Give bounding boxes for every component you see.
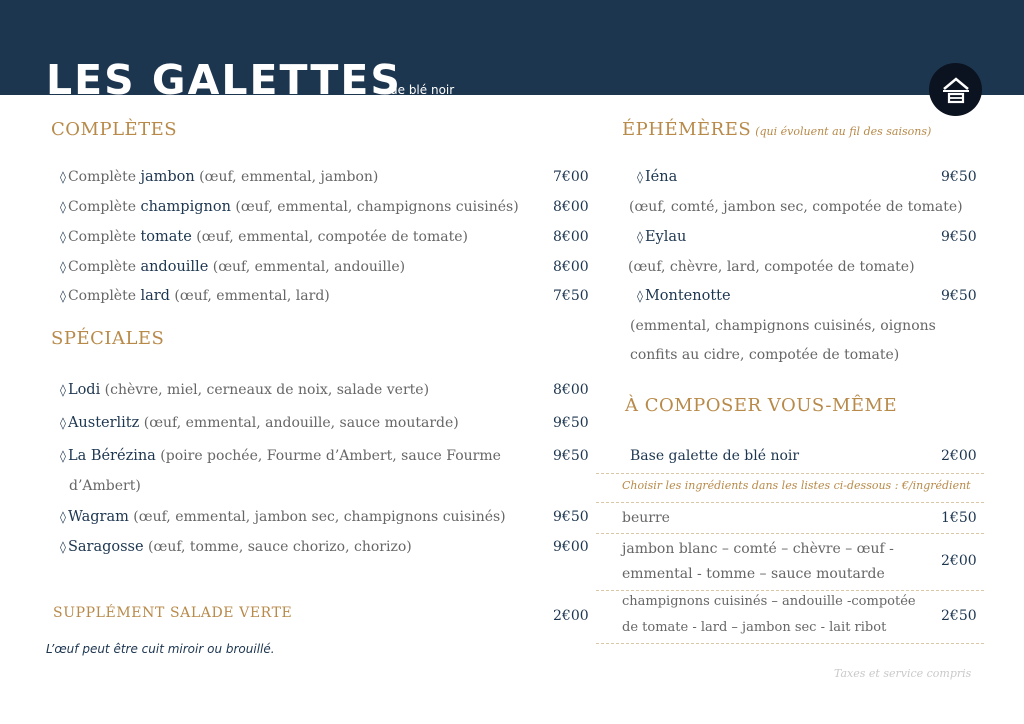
menu-item: ◊ Complète champignon (œuf, emmental, champignons cuisinés): [60, 199, 519, 215]
base-galette-label: Base galette de blé noir: [630, 448, 800, 464]
item-price: 8€00: [553, 259, 589, 275]
section-heading-completes: COMPLÈTES: [51, 119, 178, 140]
ingredient-row-continued: emmental - tomme – sauce moutarde: [622, 566, 885, 582]
divider: [596, 643, 984, 644]
supplement-label: SUPPLÉMENT SALADE VERTE: [53, 605, 293, 621]
item-price: 8€00: [553, 199, 589, 215]
ingredient-price: 1€50: [941, 510, 977, 526]
menu-item: ◊ Eylau: [637, 229, 687, 245]
egg-note: L’œuf peut être cuit miroir ou brouillé.: [46, 642, 275, 656]
ingredient-row: jambon blanc – comté – chèvre – œuf -: [622, 541, 894, 557]
item-price: 8€00: [553, 382, 589, 398]
menu-item: ◊ Austerlitz (œuf, emmental, andouille, sauce moutarde): [60, 415, 459, 431]
menu-item: ◊ Complète andouille (œuf, emmental, andouille): [60, 259, 406, 275]
menu-item-desc: (œuf, comté, jambon sec, compotée de tomate): [629, 199, 963, 215]
menu-item: ◊ Complète lard (œuf, emmental, lard): [60, 288, 330, 304]
section-heading-ephemeres: ÉPHÉMÈRES (qui évoluent au fil des saisons): [622, 119, 932, 140]
menu-item: ◊ Complète tomate (œuf, emmental, compotée de tomate): [60, 229, 468, 245]
menu-item: ◊ Complète jambon (œuf, emmental, jambon): [60, 169, 379, 185]
item-price: 9€00: [553, 539, 589, 555]
menu-item: ◊ Wagram (œuf, emmental, jambon sec, champignons cuisinés): [60, 509, 506, 525]
base-galette-price: 2€00: [941, 448, 977, 464]
item-price: 7€50: [553, 288, 589, 304]
item-price: 9€50: [941, 229, 977, 245]
divider: [596, 590, 984, 591]
ingredient-row: champignons cuisinés – andouille -compotée: [622, 594, 916, 609]
item-price: 8€00: [553, 229, 589, 245]
menu-item: ◊ Montenotte: [637, 288, 731, 304]
supplement-price: 2€00: [553, 608, 589, 624]
section-heading-composer: À COMPOSER VOUS-MÊME: [625, 395, 898, 416]
ephemeres-note: (qui évoluent au fil des saisons): [755, 125, 932, 138]
item-price: 9€50: [553, 415, 589, 431]
ingredient-row: beurre: [622, 510, 670, 526]
ingredient-price: 2€50: [941, 608, 977, 624]
section-heading-speciales: SPÉCIALES: [51, 328, 165, 349]
taxes-note: Taxes et service compris: [834, 667, 972, 680]
menu-item: ◊ Saragosse (œuf, tomme, sauce chorizo, chorizo): [60, 539, 412, 555]
menu-item-desc-continued: d’Ambert): [69, 478, 141, 494]
header-band: [0, 0, 1024, 104]
item-price: 9€50: [553, 509, 589, 525]
divider: [596, 473, 984, 474]
menu-item-desc-continued: confits au cidre, compotée de tomate): [630, 347, 900, 363]
ingredient-instruction: Choisir les ingrédients dans les listes ci-dessous : €/ingrédient: [622, 479, 971, 492]
divider: [596, 502, 984, 503]
menu-item: ◊ Iéna: [637, 169, 678, 185]
page-title: LES GALETTES: [46, 56, 402, 104]
page-subtitle: de blé noir: [390, 83, 455, 97]
divider: [596, 533, 984, 534]
item-price: 9€50: [553, 448, 589, 464]
item-price: 9€50: [941, 169, 977, 185]
ingredient-row-continued: de tomate - lard – jambon sec - lait ribot: [622, 620, 887, 635]
house-logo-icon: [929, 63, 982, 116]
menu-item-desc: (emmental, champignons cuisinés, oignons: [630, 318, 936, 334]
menu-item: ◊ La Bérézina (poire pochée, Fourme d’Ambert, sauce Fourme: [60, 448, 501, 464]
item-price: 9€50: [941, 288, 977, 304]
ingredient-price: 2€00: [941, 553, 977, 569]
item-price: 7€00: [553, 169, 589, 185]
menu-item: ◊ Lodi (chèvre, miel, cerneaux de noix, salade verte): [60, 382, 430, 398]
menu-item-desc: (œuf, chèvre, lard, compotée de tomate): [628, 259, 915, 275]
